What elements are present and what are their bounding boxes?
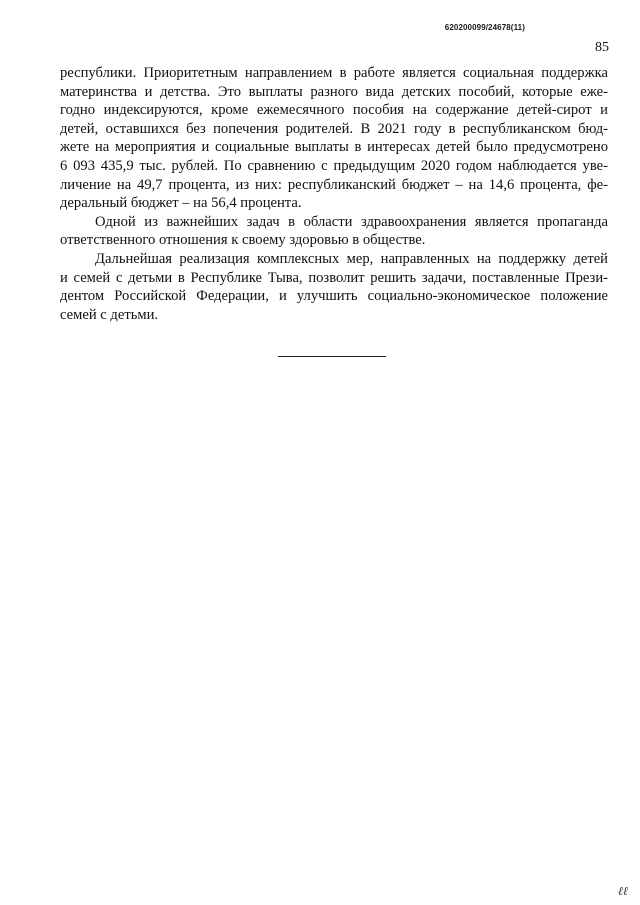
- text-line: годно индексируются, кроме ежемесячного пособия на содержание детей-сирот и: [60, 102, 608, 119]
- text-line: Одной из важнейших задач в области здравоохранения является пропаганда: [95, 213, 608, 230]
- text-line: 6 093 435,9 тыс. рублей. По сравнению с предыдущим 2020 годом наблюдается уве-: [60, 157, 608, 174]
- text-line: республики. Приоритетным направлением в работе является социальная поддержка: [60, 65, 608, 81]
- text-line: материнства и детства. Это выплаты разного вида детских пособий, которые еже-: [60, 83, 608, 100]
- paragraph-health: [60, 213, 608, 250]
- text-line: личение на 49,7 процента, из них: республиканский бюджет – на 14,6 процента, фе-: [60, 176, 608, 193]
- text-line: дентом Российской Федерации, и улучшить социально-экономическое положение: [60, 288, 608, 305]
- handwritten-margin-mark: ℓℓ: [618, 884, 628, 898]
- document-id: 620200099/24678(11): [444, 23, 525, 32]
- body-text: [60, 64, 608, 324]
- page-number: 85: [595, 40, 609, 55]
- end-separator-line: [278, 356, 386, 357]
- text-line: деральный бюджет – на 56,4 процента.: [60, 195, 302, 212]
- text-line: и семей с детьми в Республике Тыва, позволит решить задачи, поставленные Прези-: [60, 269, 608, 286]
- paragraph-conclusion: [60, 250, 608, 324]
- text-line: ответственного отношения к своему здоровью в обществе.: [60, 232, 426, 249]
- text-line: жете на мероприятия и социальные выплаты в интересах детей было предусмотрено: [60, 139, 608, 156]
- text-line: семей с детьми.: [60, 306, 159, 323]
- paragraph-budget: [60, 64, 608, 213]
- text-line: Дальнейшая реализация комплексных мер, направленных на поддержку детей: [95, 250, 608, 267]
- text-line: детей, оставшихся без попечения родителей. В 2021 году в республиканском бюд-: [60, 120, 608, 137]
